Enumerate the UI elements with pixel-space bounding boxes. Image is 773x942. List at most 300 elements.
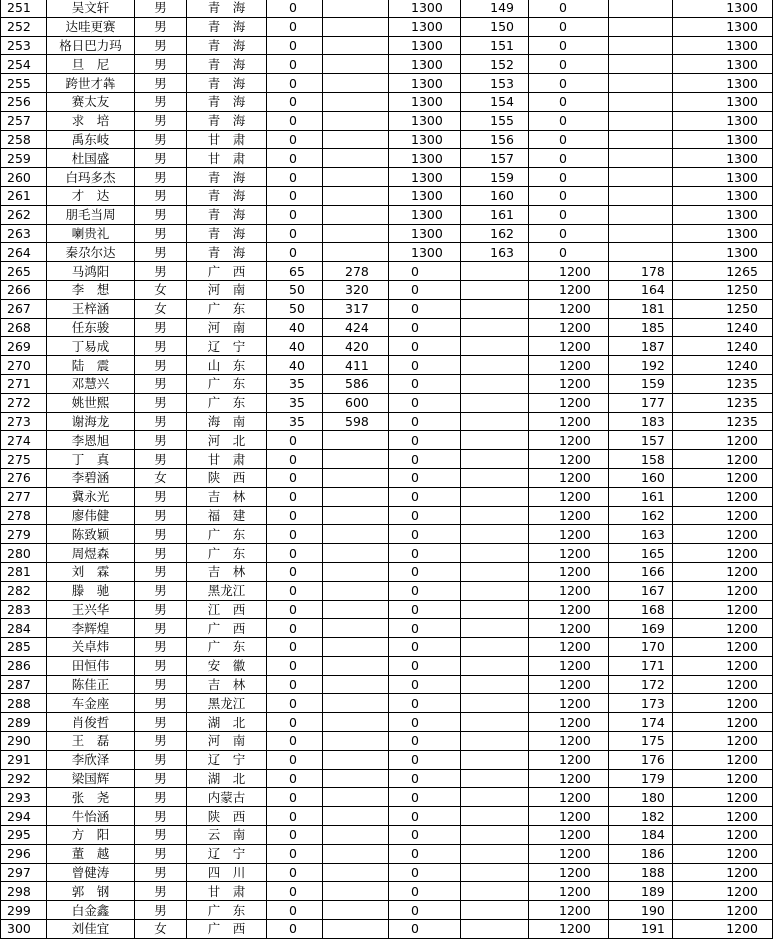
cell-points-a: 0	[267, 562, 323, 581]
cell-total: 1200	[673, 713, 773, 732]
cell-number-a	[461, 412, 529, 431]
cell-number-a	[461, 807, 529, 826]
table-row	[1, 750, 773, 769]
cell-number-b: 177	[609, 393, 673, 412]
cell-province: 河 北	[187, 431, 267, 450]
cell-province: 河 南	[187, 732, 267, 751]
cell-number-a	[461, 468, 529, 487]
cell-base-score-b: 1200	[529, 732, 609, 751]
cell-base-score-b: 1200	[529, 694, 609, 713]
cell-total: 1300	[673, 55, 773, 74]
cell-ranking-a	[323, 656, 389, 675]
cell-base-score-a: 0	[389, 450, 461, 469]
cell-base-score-a: 1300	[389, 17, 461, 36]
cell-base-score-a: 0	[389, 356, 461, 375]
cell-rank: 298	[1, 882, 47, 901]
cell-number-b	[609, 224, 673, 243]
cell-rank: 296	[1, 844, 47, 863]
cell-ranking-a: 600	[323, 393, 389, 412]
cell-points-a: 0	[267, 224, 323, 243]
cell-number-a	[461, 619, 529, 638]
cell-gender: 男	[135, 412, 187, 431]
cell-base-score-a: 0	[389, 788, 461, 807]
cell-name: 肖俊哲	[47, 713, 135, 732]
cell-province: 吉 林	[187, 487, 267, 506]
cell-rank: 271	[1, 374, 47, 393]
cell-base-score-b: 1200	[529, 638, 609, 657]
cell-points-a: 0	[267, 656, 323, 675]
cell-province: 甘 肃	[187, 450, 267, 469]
cell-gender: 男	[135, 506, 187, 525]
cell-name: 廖伟健	[47, 506, 135, 525]
cell-province: 青 海	[187, 0, 267, 17]
cell-province: 河 南	[187, 318, 267, 337]
cell-rank: 264	[1, 243, 47, 262]
cell-number-b: 188	[609, 863, 673, 882]
cell-rank: 294	[1, 807, 47, 826]
cell-base-score-a: 1300	[389, 36, 461, 55]
cell-number-a: 161	[461, 205, 529, 224]
cell-total: 1200	[673, 431, 773, 450]
cell-gender: 男	[135, 224, 187, 243]
cell-points-a: 35	[267, 393, 323, 412]
cell-total: 1200	[673, 506, 773, 525]
cell-points-a: 0	[267, 732, 323, 751]
cell-ranking-a	[323, 638, 389, 657]
cell-gender: 女	[135, 299, 187, 318]
cell-ranking-a	[323, 243, 389, 262]
cell-base-score-a: 0	[389, 374, 461, 393]
cell-number-b: 165	[609, 544, 673, 563]
cell-province: 广 东	[187, 544, 267, 563]
cell-number-b: 187	[609, 337, 673, 356]
cell-province: 广 东	[187, 638, 267, 657]
table-row	[1, 732, 773, 751]
cell-points-a: 0	[267, 243, 323, 262]
cell-number-a	[461, 732, 529, 751]
cell-gender: 女	[135, 920, 187, 939]
cell-base-score-b: 1200	[529, 356, 609, 375]
cell-number-a: 151	[461, 36, 529, 55]
cell-ranking-a	[323, 600, 389, 619]
cell-name: 陈佳正	[47, 675, 135, 694]
cell-rank: 263	[1, 224, 47, 243]
cell-number-b	[609, 149, 673, 168]
cell-province: 辽 宁	[187, 750, 267, 769]
cell-name: 李碧涵	[47, 468, 135, 487]
cell-points-a: 0	[267, 863, 323, 882]
cell-base-score-a: 0	[389, 262, 461, 281]
table-row	[1, 694, 773, 713]
cell-province: 内蒙古	[187, 788, 267, 807]
table-row	[1, 299, 773, 318]
cell-name: 方 阳	[47, 826, 135, 845]
cell-points-a: 0	[267, 882, 323, 901]
cell-base-score-a: 0	[389, 299, 461, 318]
cell-total: 1300	[673, 0, 773, 17]
cell-points-a: 0	[267, 111, 323, 130]
cell-total: 1235	[673, 374, 773, 393]
cell-gender: 男	[135, 638, 187, 657]
cell-rank: 269	[1, 337, 47, 356]
table-row	[1, 412, 773, 431]
cell-points-a: 0	[267, 205, 323, 224]
cell-name: 达哇更赛	[47, 17, 135, 36]
table-row	[1, 337, 773, 356]
cell-number-b	[609, 186, 673, 205]
cell-base-score-b: 0	[529, 130, 609, 149]
cell-number-a: 157	[461, 149, 529, 168]
cell-rank: 277	[1, 487, 47, 506]
cell-ranking-a	[323, 544, 389, 563]
cell-province: 湖 北	[187, 713, 267, 732]
cell-number-a	[461, 882, 529, 901]
cell-name: 牛怡涵	[47, 807, 135, 826]
table-row	[1, 788, 773, 807]
cell-rank: 295	[1, 826, 47, 845]
table-row	[1, 901, 773, 920]
cell-gender: 男	[135, 168, 187, 187]
cell-rank: 256	[1, 92, 47, 111]
cell-base-score-a: 1300	[389, 92, 461, 111]
cell-base-score-b: 1200	[529, 581, 609, 600]
cell-gender: 男	[135, 55, 187, 74]
table-row	[1, 17, 773, 36]
cell-base-score-b: 1200	[529, 280, 609, 299]
cell-base-score-b: 1200	[529, 487, 609, 506]
cell-base-score-a: 0	[389, 506, 461, 525]
cell-ranking-a	[323, 17, 389, 36]
cell-name: 丁易成	[47, 337, 135, 356]
cell-ranking-a	[323, 788, 389, 807]
cell-number-b: 189	[609, 882, 673, 901]
cell-ranking-a	[323, 149, 389, 168]
cell-gender: 男	[135, 205, 187, 224]
cell-rank: 289	[1, 713, 47, 732]
cell-points-a: 0	[267, 17, 323, 36]
cell-number-a	[461, 844, 529, 863]
cell-total: 1200	[673, 562, 773, 581]
cell-points-a: 0	[267, 713, 323, 732]
cell-base-score-a: 0	[389, 732, 461, 751]
cell-rank: 293	[1, 788, 47, 807]
cell-total: 1200	[673, 544, 773, 563]
cell-ranking-a	[323, 750, 389, 769]
cell-points-a: 0	[267, 619, 323, 638]
cell-points-a: 0	[267, 807, 323, 826]
cell-points-a: 0	[267, 901, 323, 920]
cell-base-score-b: 1200	[529, 525, 609, 544]
table-row	[1, 656, 773, 675]
cell-number-a: 153	[461, 74, 529, 93]
cell-base-score-b: 1200	[529, 863, 609, 882]
cell-number-b	[609, 205, 673, 224]
cell-base-score-a: 0	[389, 901, 461, 920]
table-row	[1, 356, 773, 375]
cell-rank: 282	[1, 581, 47, 600]
cell-base-score-b: 0	[529, 17, 609, 36]
cell-base-score-b: 1200	[529, 826, 609, 845]
cell-base-score-a: 0	[389, 807, 461, 826]
cell-province: 吉 林	[187, 562, 267, 581]
table-row	[1, 168, 773, 187]
cell-total: 1200	[673, 901, 773, 920]
table-row	[1, 74, 773, 93]
cell-province: 广 西	[187, 619, 267, 638]
cell-base-score-a: 1300	[389, 111, 461, 130]
cell-gender: 男	[135, 600, 187, 619]
cell-total: 1300	[673, 36, 773, 55]
cell-base-score-b: 0	[529, 0, 609, 17]
cell-number-a: 159	[461, 168, 529, 187]
cell-points-a: 0	[267, 525, 323, 544]
table-row	[1, 562, 773, 581]
cell-points-a: 40	[267, 337, 323, 356]
cell-number-a	[461, 393, 529, 412]
cell-number-a: 155	[461, 111, 529, 130]
cell-name: 李欣泽	[47, 750, 135, 769]
cell-ranking-a	[323, 525, 389, 544]
cell-ranking-a: 278	[323, 262, 389, 281]
cell-rank: 268	[1, 318, 47, 337]
cell-base-score-a: 0	[389, 544, 461, 563]
cell-gender: 男	[135, 581, 187, 600]
cell-ranking-a	[323, 168, 389, 187]
cell-rank: 281	[1, 562, 47, 581]
cell-gender: 男	[135, 262, 187, 281]
cell-total: 1300	[673, 168, 773, 187]
cell-number-a: 154	[461, 92, 529, 111]
cell-gender: 男	[135, 130, 187, 149]
cell-province: 陕 西	[187, 468, 267, 487]
cell-base-score-a: 0	[389, 468, 461, 487]
cell-rank: 285	[1, 638, 47, 657]
cell-base-score-b: 0	[529, 36, 609, 55]
cell-base-score-b: 1200	[529, 468, 609, 487]
table-row	[1, 318, 773, 337]
table-row	[1, 149, 773, 168]
cell-name: 张 尧	[47, 788, 135, 807]
cell-total: 1200	[673, 882, 773, 901]
cell-name: 李恩旭	[47, 431, 135, 450]
cell-total: 1250	[673, 280, 773, 299]
cell-base-score-a: 0	[389, 694, 461, 713]
cell-number-a: 160	[461, 186, 529, 205]
cell-number-a	[461, 920, 529, 939]
cell-base-score-b: 0	[529, 224, 609, 243]
cell-base-score-b: 1200	[529, 450, 609, 469]
cell-total: 1235	[673, 393, 773, 412]
cell-total: 1200	[673, 656, 773, 675]
table-row	[1, 920, 773, 939]
cell-number-b	[609, 36, 673, 55]
cell-gender: 男	[135, 74, 187, 93]
cell-gender: 男	[135, 356, 187, 375]
cell-number-a	[461, 280, 529, 299]
cell-gender: 男	[135, 750, 187, 769]
cell-number-b: 164	[609, 280, 673, 299]
cell-name: 吴文轩	[47, 0, 135, 17]
cell-ranking-a: 411	[323, 356, 389, 375]
cell-base-score-a: 1300	[389, 186, 461, 205]
cell-ranking-a	[323, 130, 389, 149]
cell-gender: 男	[135, 863, 187, 882]
cell-rank: 257	[1, 111, 47, 130]
cell-ranking-a	[323, 920, 389, 939]
cell-number-a	[461, 431, 529, 450]
cell-number-a	[461, 826, 529, 845]
cell-number-b	[609, 74, 673, 93]
cell-name: 李辉煌	[47, 619, 135, 638]
cell-name: 滕 驰	[47, 581, 135, 600]
cell-name: 禹东岐	[47, 130, 135, 149]
cell-province: 青 海	[187, 17, 267, 36]
cell-base-score-a: 0	[389, 412, 461, 431]
cell-ranking-a: 420	[323, 337, 389, 356]
cell-gender: 男	[135, 844, 187, 863]
cell-base-score-a: 0	[389, 638, 461, 657]
cell-number-b: 176	[609, 750, 673, 769]
cell-number-b: 184	[609, 826, 673, 845]
cell-base-score-a: 0	[389, 675, 461, 694]
table-row	[1, 92, 773, 111]
cell-province: 广 东	[187, 393, 267, 412]
cell-base-score-a: 1300	[389, 224, 461, 243]
cell-name: 陆 震	[47, 356, 135, 375]
table-row	[1, 186, 773, 205]
table-row	[1, 619, 773, 638]
cell-number-a: 163	[461, 243, 529, 262]
cell-number-a	[461, 656, 529, 675]
cell-base-score-a: 0	[389, 826, 461, 845]
cell-gender: 男	[135, 186, 187, 205]
cell-name: 刘佳宜	[47, 920, 135, 939]
cell-points-a: 35	[267, 412, 323, 431]
cell-number-b: 167	[609, 581, 673, 600]
cell-base-score-a: 0	[389, 337, 461, 356]
cell-total: 1300	[673, 205, 773, 224]
cell-base-score-a: 0	[389, 882, 461, 901]
cell-base-score-b: 1200	[529, 713, 609, 732]
cell-ranking-a	[323, 769, 389, 788]
cell-ranking-a	[323, 506, 389, 525]
cell-number-b	[609, 17, 673, 36]
cell-gender: 男	[135, 243, 187, 262]
cell-base-score-a: 1300	[389, 55, 461, 74]
cell-rank: 274	[1, 431, 47, 450]
table-row	[1, 826, 773, 845]
cell-province: 四 川	[187, 863, 267, 882]
cell-ranking-a	[323, 826, 389, 845]
table-row	[1, 807, 773, 826]
cell-name: 丁 真	[47, 450, 135, 469]
cell-rank: 283	[1, 600, 47, 619]
cell-province: 福 建	[187, 506, 267, 525]
cell-rank: 255	[1, 74, 47, 93]
cell-base-score-a: 0	[389, 280, 461, 299]
cell-name: 冀永光	[47, 487, 135, 506]
cell-number-b	[609, 92, 673, 111]
cell-ranking-a	[323, 694, 389, 713]
cell-name: 赛太友	[47, 92, 135, 111]
cell-total: 1200	[673, 807, 773, 826]
cell-number-b: 170	[609, 638, 673, 657]
cell-rank: 290	[1, 732, 47, 751]
cell-ranking-a	[323, 450, 389, 469]
cell-province: 广 东	[187, 374, 267, 393]
cell-number-a	[461, 374, 529, 393]
cell-points-a: 0	[267, 826, 323, 845]
cell-number-a	[461, 675, 529, 694]
cell-number-a	[461, 356, 529, 375]
cell-total: 1200	[673, 619, 773, 638]
cell-number-b: 162	[609, 506, 673, 525]
cell-ranking-a	[323, 732, 389, 751]
cell-number-b: 178	[609, 262, 673, 281]
cell-rank: 287	[1, 675, 47, 694]
cell-base-score-b: 0	[529, 243, 609, 262]
cell-gender: 男	[135, 788, 187, 807]
cell-gender: 男	[135, 431, 187, 450]
cell-gender: 男	[135, 149, 187, 168]
cell-gender: 男	[135, 675, 187, 694]
cell-province: 青 海	[187, 224, 267, 243]
cell-base-score-a: 0	[389, 525, 461, 544]
cell-gender: 女	[135, 280, 187, 299]
cell-rank: 286	[1, 656, 47, 675]
cell-base-score-a: 0	[389, 393, 461, 412]
cell-rank: 288	[1, 694, 47, 713]
cell-base-score-b: 1200	[529, 901, 609, 920]
cell-base-score-a: 0	[389, 863, 461, 882]
cell-number-a: 150	[461, 17, 529, 36]
cell-total: 1240	[673, 318, 773, 337]
cell-number-a	[461, 544, 529, 563]
cell-number-b	[609, 243, 673, 262]
cell-number-a	[461, 299, 529, 318]
cell-total: 1250	[673, 299, 773, 318]
cell-number-b: 175	[609, 732, 673, 751]
cell-base-score-b: 1200	[529, 807, 609, 826]
table-row	[1, 243, 773, 262]
cell-rank: 300	[1, 920, 47, 939]
cell-ranking-a	[323, 619, 389, 638]
cell-rank: 280	[1, 544, 47, 563]
cell-base-score-b: 0	[529, 92, 609, 111]
cell-base-score-a: 0	[389, 844, 461, 863]
cell-gender: 男	[135, 92, 187, 111]
cell-gender: 男	[135, 0, 187, 17]
cell-total: 1265	[673, 262, 773, 281]
cell-total: 1300	[673, 186, 773, 205]
cell-number-a	[461, 788, 529, 807]
cell-base-score-b: 1200	[529, 337, 609, 356]
cell-base-score-a: 0	[389, 619, 461, 638]
cell-base-score-b: 0	[529, 205, 609, 224]
cell-gender: 男	[135, 713, 187, 732]
cell-points-a: 0	[267, 130, 323, 149]
cell-base-score-a: 1300	[389, 243, 461, 262]
cell-base-score-b: 1200	[529, 393, 609, 412]
cell-base-score-b: 0	[529, 55, 609, 74]
cell-gender: 男	[135, 562, 187, 581]
cell-ranking-a: 317	[323, 299, 389, 318]
cell-province: 安 徽	[187, 656, 267, 675]
cell-province: 青 海	[187, 243, 267, 262]
table-row	[1, 863, 773, 882]
cell-name: 董 越	[47, 844, 135, 863]
cell-base-score-b: 1200	[529, 920, 609, 939]
